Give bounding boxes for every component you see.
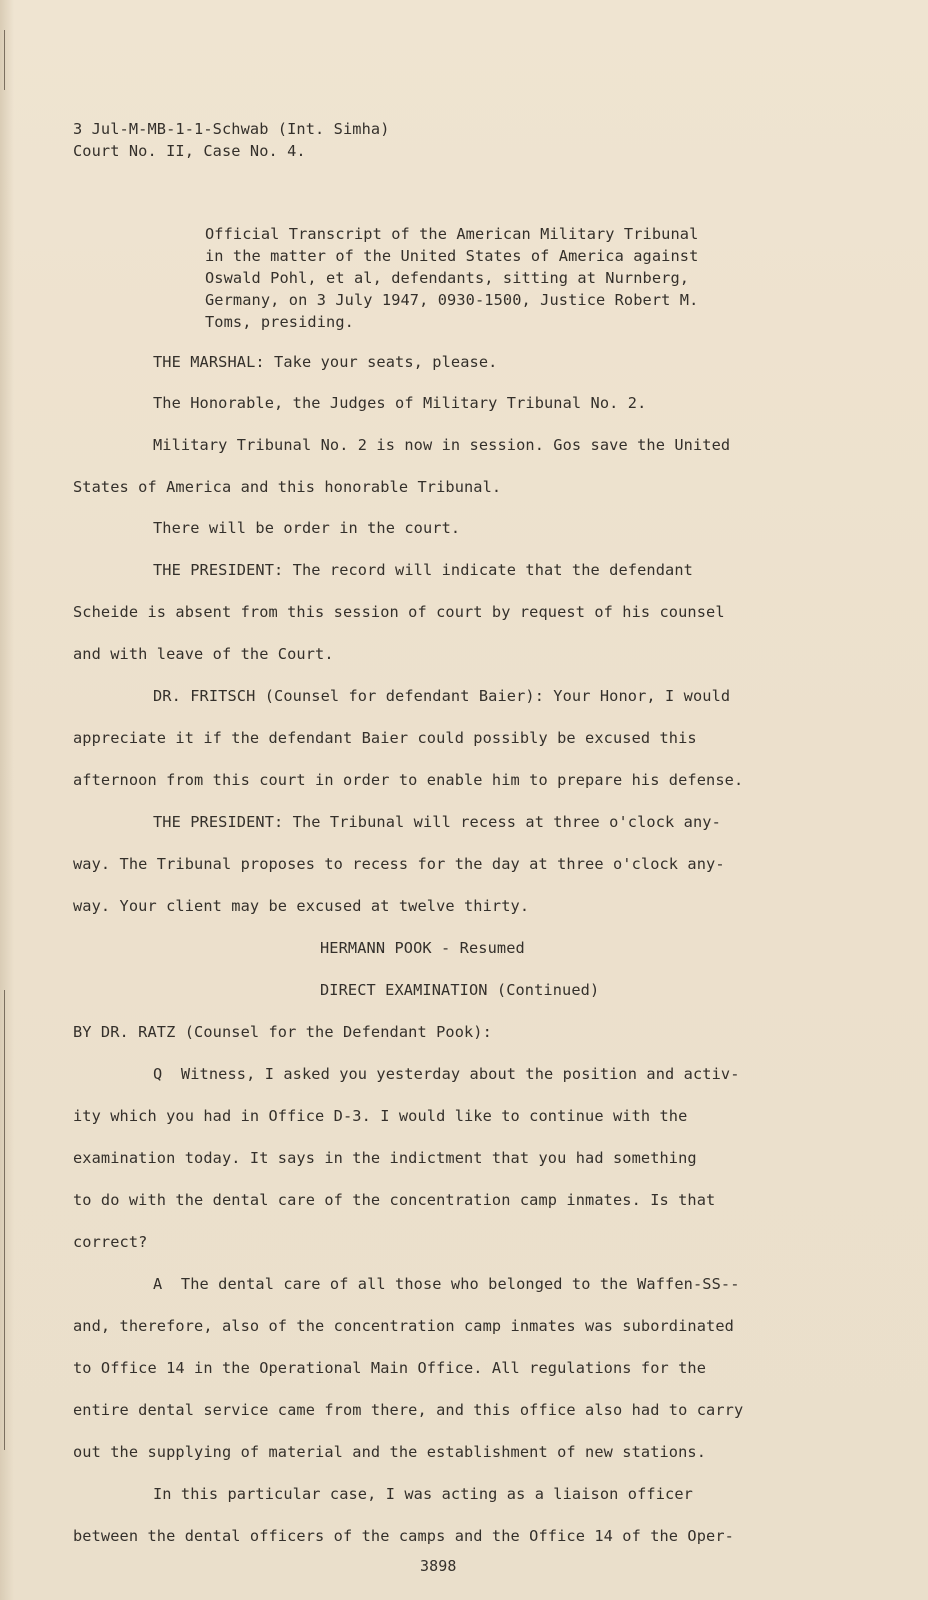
caption-line: Germany, on 3 July 1947, 0930-1500, Justice Robert M. bbox=[205, 291, 699, 309]
caption-line: Official Transcript of the American Military Tribunal bbox=[205, 225, 699, 243]
text-line: In this particular case, I was acting as a liaison officer bbox=[153, 1485, 693, 1503]
text-line: and with leave of the Court. bbox=[73, 645, 334, 663]
text-line: A The dental care of all those who belonged to the Waffen-SS-- bbox=[153, 1275, 740, 1293]
text-line: THE PRESIDENT: The Tribunal will recess at three o'clock any- bbox=[153, 813, 721, 831]
caption-line: Oswald Pohl, et al, defendants, sitting at Nurnberg, bbox=[205, 269, 690, 287]
header-reference: 3 Jul-M-MB-1-1-Schwab (Int. Simha) bbox=[73, 120, 390, 138]
witness-heading: HERMANN POOK - Resumed bbox=[320, 939, 525, 957]
text-line: The Honorable, the Judges of Military Tribunal No. 2. bbox=[153, 394, 647, 412]
page-number: 3898 bbox=[420, 1557, 457, 1575]
text-line: correct? bbox=[73, 1233, 148, 1251]
text-line: and, therefore, also of the concentration camp inmates was subordinated bbox=[73, 1317, 734, 1335]
caption-line: in the matter of the United States of America against bbox=[205, 247, 699, 265]
edge-mark-bottom bbox=[4, 990, 5, 1450]
paper-edge bbox=[0, 0, 14, 1600]
text-line: way. The Tribunal proposes to recess for the day at three o'clock any- bbox=[73, 855, 725, 873]
text-line: Scheide is absent from this session of court by request of his counsel bbox=[73, 603, 725, 621]
text-line: ity which you had in Office D-3. I would like to continue with the bbox=[73, 1107, 688, 1125]
text-line: between the dental officers of the camps and the Office 14 of the Oper- bbox=[73, 1527, 734, 1545]
text-line: BY DR. RATZ (Counsel for the Defendant Pook): bbox=[73, 1023, 492, 1041]
text-line: Military Tribunal No. 2 is now in session. Gos save the United bbox=[153, 436, 731, 454]
text-line: way. Your client may be excused at twelve thirty. bbox=[73, 897, 530, 915]
text-line: Q Witness, I asked you yesterday about the position and activ- bbox=[153, 1065, 740, 1083]
text-line: afternoon from this court in order to enable him to prepare his defense. bbox=[73, 771, 744, 789]
text-line: THE MARSHAL: Take your seats, please. bbox=[153, 353, 498, 371]
text-line: THE PRESIDENT: The record will indicate that the defendant bbox=[153, 561, 693, 579]
text-line: out the supplying of material and the establishment of new stations. bbox=[73, 1443, 707, 1461]
text-line: appreciate it if the defendant Baier could possibly be excused this bbox=[73, 729, 697, 747]
text-line: entire dental service came from there, and this office also had to carry bbox=[73, 1401, 744, 1419]
header-court-case: Court No. II, Case No. 4. bbox=[73, 142, 306, 160]
examination-heading: DIRECT EXAMINATION (Continued) bbox=[320, 981, 600, 999]
text-line: examination today. It says in the indictment that you had something bbox=[73, 1149, 697, 1167]
text-line: to Office 14 in the Operational Main Office. All regulations for the bbox=[73, 1359, 707, 1377]
caption-line: Toms, presiding. bbox=[205, 313, 354, 331]
text-line: There will be order in the court. bbox=[153, 519, 461, 537]
text-line: DR. FRITSCH (Counsel for defendant Baier): Your Honor, I would bbox=[153, 687, 731, 705]
text-line: to do with the dental care of the concentration camp inmates. Is that bbox=[73, 1191, 716, 1209]
edge-mark-top bbox=[4, 30, 5, 90]
text-line: States of America and this honorable Tribunal. bbox=[73, 478, 502, 496]
